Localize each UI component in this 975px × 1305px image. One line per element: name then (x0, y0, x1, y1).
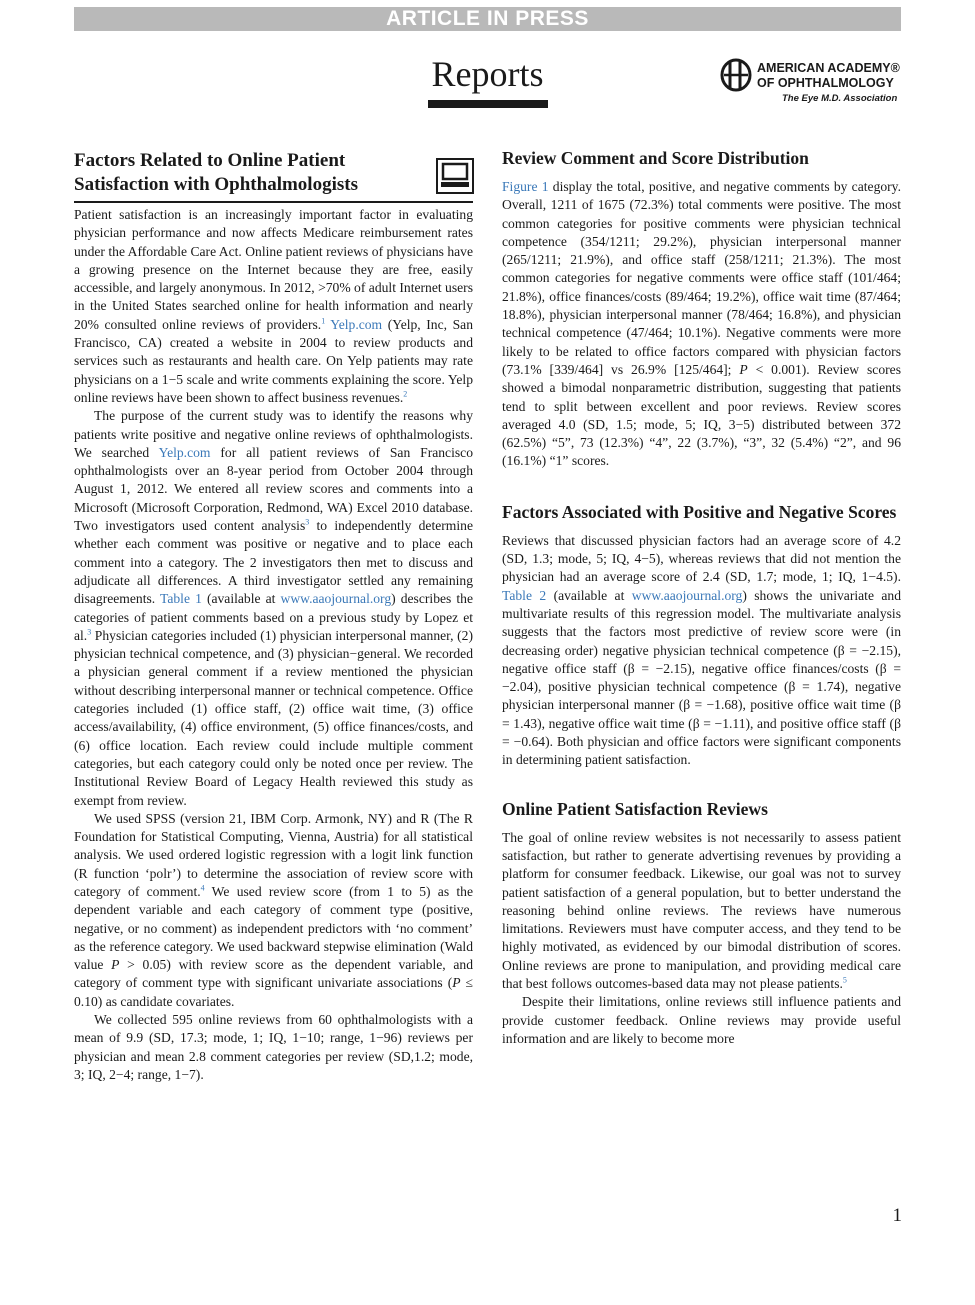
yelp-link[interactable]: Yelp.com (158, 444, 211, 460)
reference-link[interactable]: 2 (403, 389, 408, 399)
reference-link[interactable]: 1 (321, 316, 326, 326)
aao-emblem-icon (720, 58, 752, 92)
section-rule (428, 100, 548, 108)
article-title: Factors Related to Online Patient Satisfaction with Ophthalmologists (74, 150, 358, 195)
left-column (74, 206, 473, 1084)
reference-link[interactable]: 5 (842, 975, 847, 985)
paragraph: Despite their limitations, online reviews still influence patients and provide customer feedback. Online reviews may provide useful information and are likely to become more (502, 994, 901, 1046)
table-1-link[interactable]: Table 1 (160, 591, 202, 607)
journal-link[interactable]: www.aaojournal.org (631, 587, 743, 603)
paragraph: We used SPSS (version 21, IBM Corp. Armonk, NY) and R (The R Foundation for Statistical Computing, Vienna, Austria) for all statistical analysis. We used ordered logistic regression with a logit link function (R function ‘polr’) to determine the association of review score with category of comment.$^4$ We used review score (from 1 to 5) as the dependent variable and each category of comment type (positive, negative, or no comment) as independent predictors with ‘no comment’ as the reference category. We used backward stepwise elimination (Wald value P > 0.05) with review score as the dependent variable, and category of comment type with significant univariate associations (P ≤ 0.10) as candidate covariates. (74, 810, 473, 1009)
paragraph: We collected 595 online reviews from 60 ophthalmologists with a mean of 9.9 (SD, 17.3; mode, 1; IQ, 1−10; range, 1−96) reviews per physician and mean 2.8 comment categories per review (SD,1.2; mode, 3; IQ, 2−4; range, 1−7). (74, 1012, 473, 1082)
logo-name-line2: OF OPHTHALMOLOGY (757, 76, 894, 90)
reference-link[interactable]: 3 (87, 627, 92, 637)
monitor-icon (436, 158, 474, 194)
paragraph: The purpose of the current study was to identify the reasons why patients write positive and negative online reviews of ophthalmologists. We searched Yelp.com for all patient reviews of San Francisco ophthalmologists over an 8-year period from October 2004 through August 1, 2012. We entered all review scores and comments into a Microsoft (Microsoft Corporation, Redmond, WA) Excel 2010 database. Two investigators used content analysis$^3$ to independently determine whether each comment was positive or negative and to place each comment into a category. The 2 investigators then met to discuss and adjudicate all differences. A third investigator settled any remaining disagreements. Table 1 (available at www.aaojournal.org) describes the categories of patient comments based on a previous study by Lopez et al.$^3$ Physician categories included (1) physician interpersonal manner, (2) physician technical competence, and (3) physician−general. We recorded a physician general comment if a review mentioned the physician without describing interpersonal manner or technical competence. Office categories included (1) office staff, (2) office wait time, (3) office access/availability, (4) office environment, (5) office finances/costs, and (6) office location. Each review could include multiple comment categories, but each category could only be noted once per review. The Institutional Review Board of Legacy Health reviewed this study as exempt from review. (74, 408, 473, 808)
reference-link[interactable]: 4 (200, 883, 205, 893)
table-2-link[interactable]: Table 2 (502, 587, 547, 603)
logo-name-line1: AMERICAN ACADEMY® (757, 61, 900, 75)
figure-1-link[interactable]: Figure 1 (502, 179, 549, 194)
paragraph: The goal of online review websites is not necessarily to assess patient satisfaction, but rather to generate advertising revenues by providing a platform for consumer feedback. Likewise, our goal was not to survey patient satisfaction of a general population, but to better understand the reasoning behind online reviews. The reviews have numerous limitations. Reviewers must have computer access, and they tend to be highly motivated, as evidenced by our bimodal distribution of scores. Online reviews are prone to manipulation, and providing medical care that best follows outcomes-based data may not please patients.$^5$ (502, 829, 901, 991)
paragraph: Patient satisfaction is an increasingly important factor in evaluating physician performance and now affects Medicare reimbursement rates under the Affordable Care Act. Online patient reviews of physicians have a growing presence on the Internet because they are free, easily accessible, and largely anonymous. In 2012, >70% of adult Internet users in the United States searched online for health information and nearly 20% consulted online reviews of providers.$^1$ Yelp.com (Yelp, Inc, San Francisco, CA) created a website in 2004 to review products and services such as restaurants and health care. On Yelp patients may rate physicians on a 1−5 scale and write comments explaining the score. Yelp online reviews have been shown to affect business revenues.$^2$ (74, 207, 473, 405)
section-label: Reports (431, 54, 544, 94)
article-in-press-banner: ARTICLE IN PRESS (74, 7, 901, 31)
yelp-link[interactable]: Yelp.com (330, 316, 383, 332)
reference-link[interactable]: 3 (305, 517, 310, 527)
section-heading: Review Comment and Score Distribution (502, 148, 809, 168)
right-column (502, 178, 901, 1048)
logo-tagline: The Eye M.D. Association (782, 93, 898, 104)
journal-link[interactable]: www.aaojournal.org (280, 591, 392, 607)
section-heading: Online Patient Satisfaction Reviews (502, 798, 768, 819)
paragraph: Reviews that discussed physician factors had an average score of 4.2 (SD, 1.3; mode, 5; IQ, 4−5), whereas reviews that did not mention the physician had an average score of 2.4 (SD, 1.7; mode, 1; IQ, 1−4.5). Table 2 (available at www.aaojournal.org) shows the univariate and multivariate results of this regression model. The multivariate analysis suggests that the factors most predictive of review score were (in decreasing order) negative physician technical competence (β = −2.15), negative office staff (β = −2.15), negative office finances/costs (β = −2.04), positive physician technical competence (β = 1.74), negative physician interpersonal manner (β = −1.68), positive office wait time (β = 1.43), negative office wait time (β = −1.11), and positive office staff (β = −0.64). Both physician and office factors were significant components in determining patient satisfaction. (502, 532, 901, 768)
paragraph: Figure 1 display the total, positive, and negative comments by category. Overall, 1211 of 1675 (72.3%) total comments were positive. The most common categories for positive comments were physician technical competence (354/1211; 29.2%), physician interpersonal manner (265/1211; 21.9%), and office staff (258/1211; 21.3%). The most common categories for negative comments were office staff (101/464; 21.8%), office finances/costs (89/464; 19.2%), office wait time (87/464; 18.8%), physician interpersonal manner (78/464; 16.8%), and physician technical competence (47/464; 10.1%). Negative comments were more likely to be related to office factors compared with physician factors (73.1% [339/464] vs 26.9% [125/464]; P < 0.001). Review scores showed a bimodal nonparametric distribution, suggesting that patients tend to split between excellent and poor reviews. Review scores averaged 4.0 (SD, 1.5; mode, 5; IQ, 3−5) distributed between 372 (62.5%) “5”, 73 (12.3%) “4”, 22 (3.7%), “3”, 32 (5.4%) “2”, and 96 (16.1%) “1” scores. (502, 179, 901, 469)
aao-logo (720, 58, 910, 108)
page-number: 1 (892, 1205, 902, 1226)
section-heading: Factors Associated with Positive and Negative Scores (502, 501, 897, 522)
title-rule (74, 201, 473, 203)
